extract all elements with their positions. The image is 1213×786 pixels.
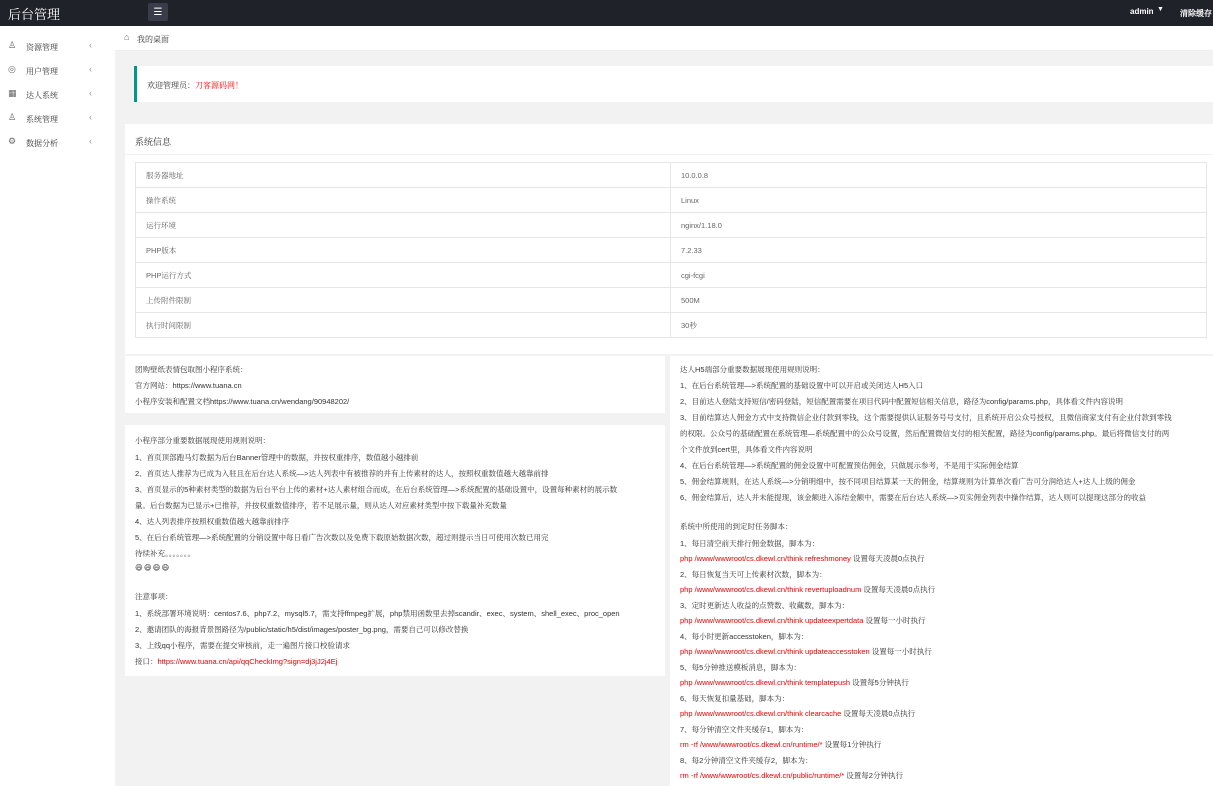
- row-key: 上传附件限制: [136, 288, 671, 313]
- table-row: [136, 313, 1207, 338]
- rule-line: 4、达人列表排序按照权重数值越大越靠前排序: [135, 517, 290, 526]
- sidebar-item-resources[interactable]: [0, 36, 115, 56]
- rule-line: 1、首页顶部跑马灯数据为后台Banner管理中的数据，并按权重排序，数值越小越排前: [135, 453, 419, 462]
- task-command: [680, 646, 932, 657]
- row-key: PHP版本: [136, 238, 671, 263]
- app-title: 后台管理: [8, 7, 61, 22]
- h5-rule-line: 6、佣金结算后，达人并未能提现，该金额进入冻结金额中，需要在后台达人系统—>页实佣金列表中操作结算，达人则可以提现这部分的收益: [680, 493, 1147, 502]
- sidebar-item-label: 数据分析: [26, 139, 58, 148]
- h5-rule-line: 4、在后台系统管理—>系统配置的佣金设置中可配置预估佣金，只做展示参考，不是用于实际佣金结算: [680, 461, 1019, 470]
- grid-icon: ▦: [8, 88, 17, 98]
- chevron-left-icon: ‹: [89, 136, 92, 146]
- sidebar-item-label: 资源管理: [26, 43, 58, 52]
- intro-panel: [125, 356, 665, 413]
- h5-panel: [670, 356, 1213, 786]
- task-cmd: php /www/wwwroot/cs.dkewl.cn/think updateexpertdata: [680, 616, 864, 625]
- rules-title: 小程序部分重要数据展现使用规则说明：: [135, 436, 270, 445]
- task-desc: 7、每分钟清空文件夹缓存1，脚本为：: [680, 725, 809, 734]
- notes-title: 注意事项：: [135, 592, 173, 601]
- h5-rule-line: 个文件放到cert里，具体看文件内容说明: [680, 445, 813, 454]
- rule-line: 待续补充。。。。。。。: [135, 549, 195, 558]
- rule-line: 5、在后台系统管理—>系统配置的分销设置中每日看广告次数以及免费下载原始数据次数，超过则提示当日可使用次数已用完: [135, 533, 549, 542]
- task-command: [680, 677, 909, 688]
- settings-icon: ◎: [8, 64, 16, 74]
- row-key: 服务器地址: [136, 163, 671, 188]
- task-command: [680, 553, 925, 564]
- rule-line: 3、首页显示的5种素材类型的数据为后台平台上传的素材+达人素材组合而成，在后台系统管理—>系统配置的基础设置中，设置每种素材的展示数: [135, 485, 618, 494]
- user-icon: ♙: [8, 40, 17, 50]
- sidebar-item-analytics[interactable]: [0, 132, 115, 152]
- task-command: [680, 615, 926, 626]
- row-value: 7.2.33: [671, 238, 1207, 263]
- row-value: cgi-fcgi: [671, 263, 1207, 288]
- task-command: [680, 770, 903, 781]
- table-row: [136, 213, 1207, 238]
- sidebar-item-users[interactable]: [0, 60, 115, 80]
- row-key: 执行时间限制: [136, 313, 671, 338]
- divider: [125, 154, 1213, 155]
- task-cmd: php /www/wwwroot/cs.dkewl.cn/think templatepush: [680, 678, 851, 687]
- task-cmd: php /www/wwwroot/cs.dkewl.cn/think clearcache: [680, 709, 842, 718]
- breadcrumb-home[interactable]: 我的桌面: [137, 35, 169, 44]
- sidebar-item-label: 用户管理: [26, 67, 58, 76]
- task-cmd: rm -rf /www/wwwroot/cs.dkewl.cn/public/runtime/*: [680, 771, 845, 780]
- row-value: nginx/1.18.0: [671, 213, 1207, 238]
- task-command: [680, 708, 915, 719]
- note-line: 2、邀请团队的海报背景图路径为/public/static/h5/dist/images/poster_bg.png，需要自己可以修改替换: [135, 625, 469, 634]
- task-cmd: php /www/wwwroot/cs.dkewl.cn/think updateaccesstoken: [680, 647, 870, 656]
- chevron-left-icon: ‹: [89, 40, 92, 50]
- rule-line: 量。后台数据为已显示+已推荐，并按权重数值排序，若不足展示量，则从达人对应素材类型中按下载量补充数量: [135, 501, 507, 510]
- rules-panel: [125, 425, 665, 676]
- table-row: [136, 238, 1207, 263]
- row-key: 运行环境: [136, 213, 671, 238]
- hamburger-icon[interactable]: ☰: [148, 3, 168, 21]
- task-note: 设置每一小时执行: [863, 616, 926, 625]
- task-cmd: php /www/wwwroot/cs.dkewl.cn/think revertuploadnum: [680, 585, 862, 594]
- task-cmd: php /www/wwwroot/cs.dkewl.cn/think refreshmoney: [680, 554, 851, 563]
- gear-icon: ⚙: [8, 136, 17, 146]
- user-icon: ♙: [8, 112, 17, 122]
- system-info-table: [135, 162, 1207, 338]
- task-note: 设置每一小时执行: [869, 647, 932, 656]
- row-value: Linux: [671, 188, 1207, 213]
- tasks-title: 系统中所使用的到定时任务脚本：: [680, 522, 793, 531]
- sidebar: [0, 26, 115, 786]
- sidebar-item-label: 系统管理: [26, 115, 58, 124]
- h5-rule-line: 1、在后台系统管理—>系统配置的基础设置中可以开启或关闭达人H5入口: [680, 381, 924, 390]
- task-desc: 2、每日恢复当天可上传素材次数，脚本为：: [680, 570, 827, 579]
- task-desc: 4、每小时更新accesstoken，脚本为：: [680, 632, 809, 641]
- welcome-text: [147, 80, 243, 91]
- task-note: 设置每天凌晨0点执行: [841, 709, 916, 718]
- task-desc: 5、每5分钟推送模板消息，脚本为：: [680, 663, 801, 672]
- task-note: 设置每1分钟执行: [822, 740, 882, 749]
- task-cmd: rm -rf /www/wwwroot/cs.dkewl.cn/runtime/*: [680, 740, 823, 749]
- task-desc: 3、定时更新达人收益的点赞数、收藏数，脚本为：: [680, 601, 850, 610]
- h5-rule-line: 3、目前结算达人佣金方式中支持微信企业付款到零钱，这个需要提供认证服务号号支付，且系统开启公众号授权，且微信商家支付有企业付款到零钱: [680, 413, 1172, 422]
- home-icon[interactable]: ⌂: [124, 32, 130, 42]
- table-row: [136, 288, 1207, 313]
- chevron-left-icon: ‹: [89, 88, 92, 98]
- row-key: PHP运行方式: [136, 263, 671, 288]
- row-key: 操作系统: [136, 188, 671, 213]
- welcome-prefix: 欢迎管理员：: [147, 81, 195, 90]
- table-row: [136, 188, 1207, 213]
- chevron-left-icon: ‹: [89, 64, 92, 74]
- api-prefix: 接口：: [135, 657, 158, 666]
- api-line: [135, 656, 337, 667]
- emoji-line: 😄😄😄😄: [135, 563, 171, 572]
- user-menu[interactable]: admin: [1130, 7, 1154, 16]
- task-desc: 1、每日清空前天排行佣金数据，脚本为：: [680, 539, 820, 548]
- api-link[interactable]: https://www.tuana.cn/api/qqCheckImg?sign=dj3jJ2j4Ej: [157, 657, 338, 666]
- row-value: 500M: [671, 288, 1207, 313]
- system-info-card: [125, 124, 1213, 354]
- h5-rule-line: 5、佣金结算规则，在达人系统—>分销明细中，按不同项目结算某一天的佣金，结算规则为计算单次看广告可分润给达人+达人上级的佣金: [680, 477, 1136, 486]
- h5-title: 达人H5端部分重要数据展现使用规则说明：: [680, 365, 825, 374]
- table-row: [136, 263, 1207, 288]
- row-value: 10.0.0.8: [671, 163, 1207, 188]
- card-title: 系统信息: [135, 137, 172, 147]
- task-note: 设置每2分钟执行: [844, 771, 903, 780]
- task-note: 设置每天凌晨0点执行: [850, 554, 925, 563]
- h5-rule-line: 的权限。公众号的基础配置在系统管理—系统配置中的公众号设置，然后配置微信支付的相关配置，路径为config/params.php。最后将微信支付的两: [680, 429, 1170, 438]
- note-line: 1、系统部署环境说明：centos7.6、php7.2、mysql5.7，需支持ffmpeg扩展，php禁用函数里去掉scandir、exec、system、shell_exec、proc_open: [135, 609, 620, 618]
- task-command: [680, 739, 881, 750]
- task-desc: 6、每天恢复扣量基础，脚本为：: [680, 694, 790, 703]
- chevron-left-icon: ‹: [89, 112, 92, 122]
- top-bar: [0, 0, 1213, 26]
- website-link[interactable]: 官方网站：https://www.tuana.cn: [135, 381, 242, 390]
- sidebar-item-system[interactable]: [0, 108, 115, 128]
- sidebar-item-experts[interactable]: [0, 84, 115, 104]
- task-note: 设置每5分钟执行: [850, 678, 909, 687]
- h5-rule-line: 2、目前达人登陆支持短信/密码登陆，短信配置需要在项目代码中配置短信相关信息，路径为config/params.php，具体看文件内容说明: [680, 397, 1123, 406]
- welcome-banner: [134, 66, 1213, 102]
- clear-cache-button[interactable]: 清除缓存: [1180, 9, 1212, 18]
- sidebar-item-label: 达人系统: [26, 91, 58, 100]
- table-row: [136, 163, 1207, 188]
- docs-link[interactable]: 小程序安装和配置文档https://www.tuana.cn/wendang/90948202/: [135, 397, 350, 406]
- row-value: 30秒: [671, 313, 1207, 338]
- caret-down-icon[interactable]: ▼: [1157, 6, 1164, 13]
- rule-line: 2、首页达人推荐为已成为入驻且在后台达人系统—>达人列表中有被推荐的并有上传素材的达人，按照权重数值越大越靠前排: [135, 469, 549, 478]
- task-desc: 8、每2分钟清空文件夹缓存2，脚本为：: [680, 756, 813, 765]
- breadcrumb: [115, 26, 1213, 51]
- welcome-name: 刀客源码网！: [195, 81, 243, 90]
- task-note: 设置每天凌晨0点执行: [861, 585, 936, 594]
- intro-line: 团购壁纸表情包取图小程序系统：: [135, 365, 248, 374]
- note-line: 3、上线qq小程序，需要在提交审核前，走一遍图片接口校验请求: [135, 641, 351, 650]
- task-command: [680, 584, 935, 595]
